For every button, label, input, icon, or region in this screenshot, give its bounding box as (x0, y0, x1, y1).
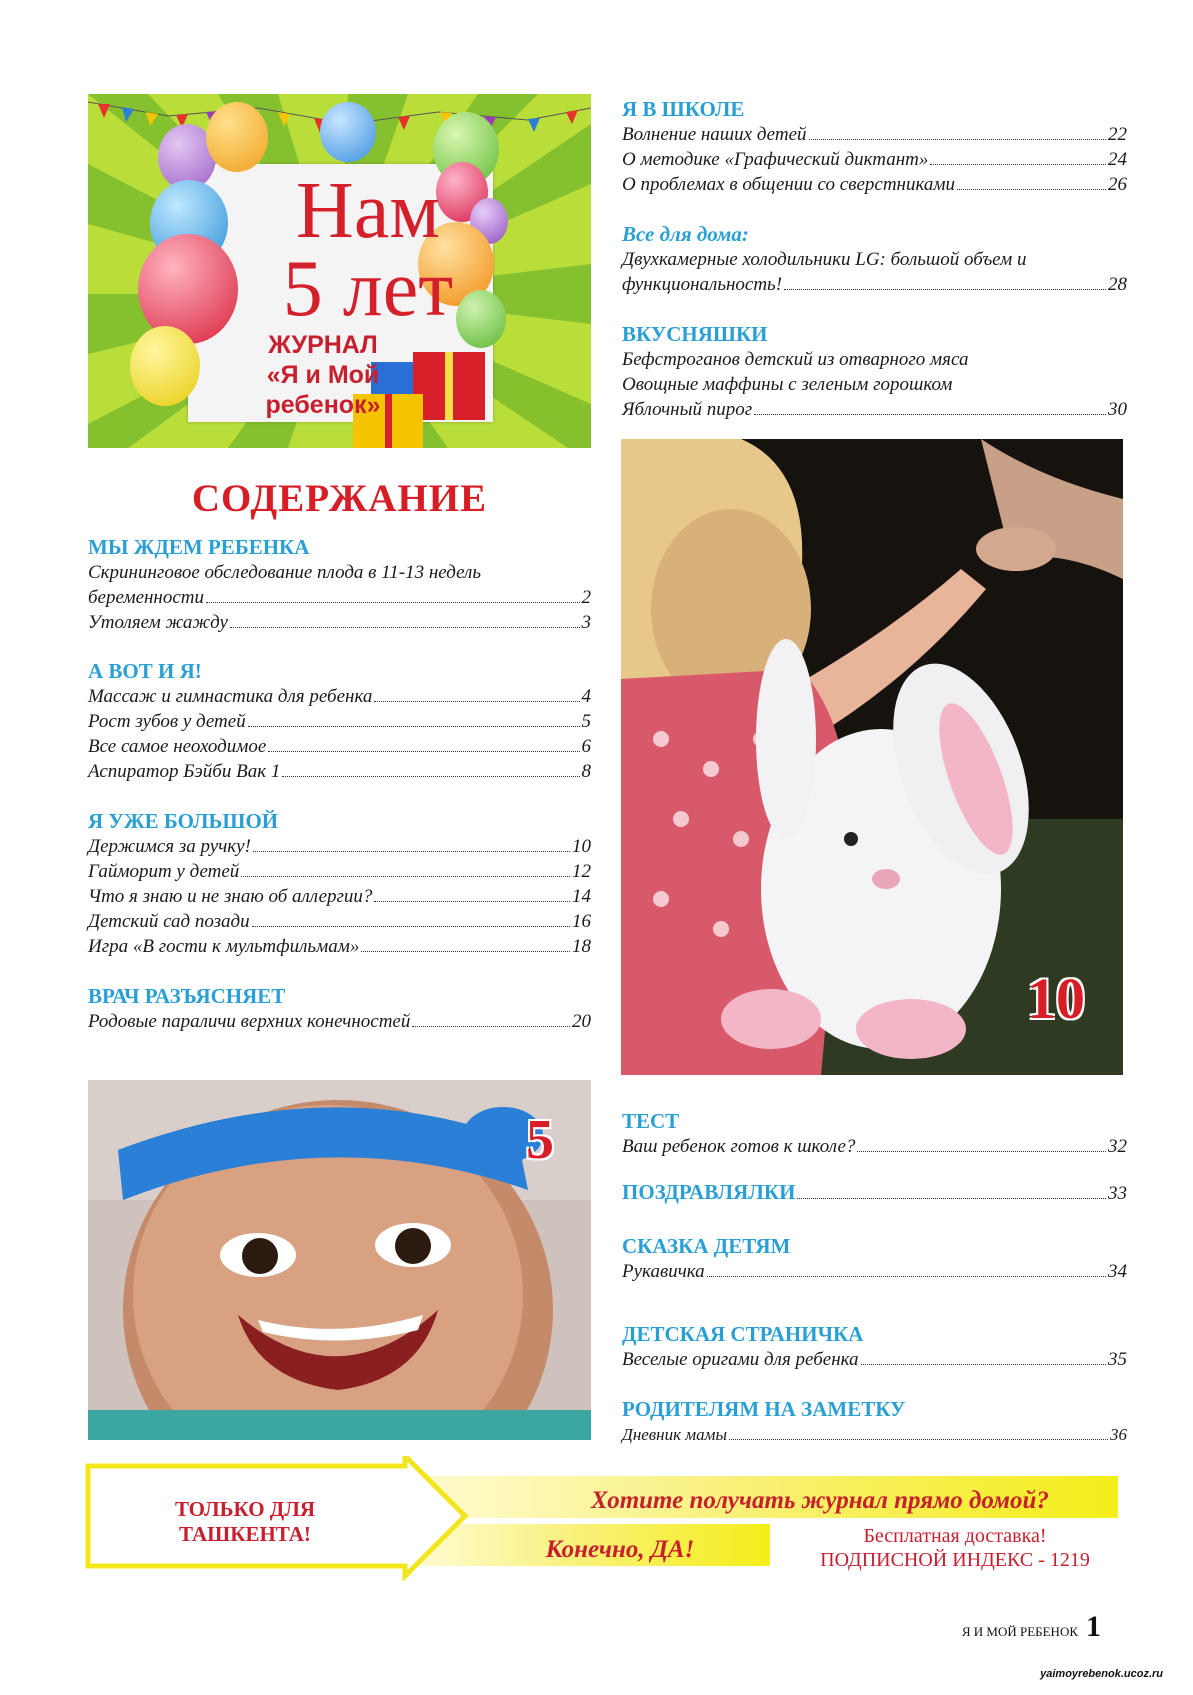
balloon-blue-small (320, 102, 376, 162)
cover-title: Нам 5 лет (282, 167, 454, 333)
photo-page-number: 5 (526, 1109, 554, 1171)
toc-entry-text: Все самое неоходимое (88, 736, 267, 757)
toc-entry[interactable] (88, 909, 591, 934)
toc-page-number: 24 (1108, 149, 1127, 170)
dot-leader (707, 1276, 1106, 1277)
toc-entry-text: Веселые оригами для ребенка (622, 1349, 859, 1370)
toc-entry-text: Рост зубов у детей (88, 711, 246, 732)
toc-page-number: 30 (1108, 399, 1127, 420)
dot-leader (253, 851, 570, 852)
toc-entry[interactable] (88, 734, 591, 759)
toc-entry[interactable] (88, 610, 591, 635)
toc-entry-text: Рукавичка (622, 1261, 705, 1282)
toc-entry-text: Гайморит у детей (88, 861, 240, 882)
toc-entry[interactable] (622, 372, 952, 397)
toc-entry-text: Игра «В гости к мультфильмам» (88, 936, 360, 957)
girl-with-bunny-photo (621, 439, 1123, 1075)
photo-page-number: 10 (1027, 966, 1085, 1031)
toc-page-number: 28 (1108, 274, 1127, 295)
dot-leader (230, 627, 580, 628)
section-title: ВКУСНЯШКИ (622, 322, 768, 346)
dot-leader (754, 414, 1106, 415)
toc-entry[interactable] (88, 560, 481, 585)
cover-subtitle: ЖУРНАЛ «Я и Мой ребенок» (265, 331, 381, 419)
promo-question: Хотите получать журнал прямо домой? (591, 1487, 1049, 1514)
toc-entry[interactable] (88, 709, 591, 734)
toc-entry[interactable] (622, 1180, 1127, 1206)
toc-page-number: 35 (1108, 1349, 1127, 1370)
section-title: Я УЖЕ БОЛЬШОЙ (88, 809, 279, 833)
dot-leader (374, 701, 579, 702)
dot-leader (206, 602, 579, 603)
toc-entry-text: Ваш ребенок готов к школе? (622, 1136, 856, 1157)
toc-page-number: 26 (1108, 174, 1127, 195)
section-title: ПОЗДРАВЛЯЛКИ (622, 1180, 796, 1204)
cover-banner (88, 94, 591, 448)
toc-page-number: 32 (1108, 1136, 1127, 1157)
toc-entry-text: Родовые параличи верхних конечностей (88, 1011, 411, 1032)
promo-delivery-line: Бесплатная доставка! (863, 1525, 1047, 1547)
toc-page-number: 14 (572, 886, 591, 907)
dot-leader (268, 751, 579, 752)
dot-leader (241, 876, 570, 877)
dot-leader (282, 776, 579, 777)
toc-page-number: 6 (581, 736, 591, 757)
dot-leader (784, 289, 1106, 290)
dot-leader (412, 1026, 570, 1027)
toc-entry[interactable] (622, 397, 1127, 422)
toc-page-number: 3 (581, 612, 591, 633)
baby-photo (88, 1080, 591, 1440)
toc-entry-text: Детский сад позади (88, 911, 250, 932)
toc-page-number: 4 (581, 686, 591, 707)
section-title: СКАЗКА ДЕТЯМ (622, 1234, 791, 1258)
toc-entry[interactable] (622, 147, 1127, 172)
toc-entry[interactable] (622, 122, 1127, 147)
promo-answer: Конечно, ДА! (545, 1536, 695, 1563)
toc-entry-text: Овощные маффины с зеленым горошком (622, 374, 953, 395)
toc-entry-text: Что я знаю и не знаю об аллергии? (88, 886, 373, 907)
dot-leader (861, 1364, 1106, 1365)
toc-page-number: 5 (581, 711, 591, 732)
dot-leader (374, 901, 570, 902)
toc-page-number: 12 (572, 861, 591, 882)
toc-entry[interactable] (622, 1422, 1127, 1447)
toc-entry[interactable] (88, 759, 591, 784)
dot-leader (797, 1198, 1106, 1199)
footer-magazine-name: Я И МОЙ РЕБЕНОК (961, 1624, 1078, 1639)
toc-entry-text: Бефстроганов детский из отварного мяса (622, 349, 969, 370)
toc-page-number: 34 (1108, 1261, 1127, 1282)
promo-delivery (790, 1524, 1120, 1572)
toc-entry[interactable] (88, 859, 591, 884)
section-title: РОДИТЕЛЯМ НА ЗАМЕТКУ (622, 1397, 906, 1421)
section-title: А ВОТ И Я! (88, 659, 202, 683)
section-title: ВРАЧ РАЗЪЯСНЯЕТ (88, 984, 286, 1008)
toc-page-number: 20 (572, 1011, 591, 1032)
toc-page-number: 36 (1110, 1425, 1127, 1444)
dot-leader (957, 189, 1106, 190)
toc-entry[interactable] (622, 1347, 1127, 1372)
toc-entry[interactable] (88, 884, 591, 909)
page-footer (962, 1610, 1101, 1644)
toc-page-number: 2 (581, 587, 591, 608)
toc-entry[interactable] (622, 172, 1127, 197)
dot-leader (729, 1439, 1108, 1440)
dot-leader (857, 1151, 1106, 1152)
toc-entry[interactable] (88, 1009, 591, 1034)
section-title: Я В ШКОЛЕ (622, 97, 745, 121)
toc-entry[interactable] (88, 684, 591, 709)
section-title: ТЕСТ (622, 1109, 680, 1133)
toc-page-number: 16 (572, 911, 591, 932)
toc-entry-text: функциональность! (622, 274, 783, 295)
promo-subscription-index: ПОДПИСНОЙ ИНДЕКС - 1219 (820, 1549, 1090, 1571)
toc-entry-text: Двухкамерные холодильники LG: большой объем и (622, 249, 1027, 270)
toc-entry-text: Дневник мамы (622, 1425, 728, 1444)
footer-page-number: 1 (1086, 1610, 1101, 1643)
toc-page-number: 18 (572, 936, 591, 957)
toc-entry[interactable] (622, 1259, 1127, 1284)
toc-entry-text: Массаж и гимнастика для ребенка (88, 686, 373, 707)
dot-leader (930, 164, 1106, 165)
toc-entry[interactable] (622, 247, 1027, 272)
toc-entry-text: Держимся за ручку! (88, 836, 251, 857)
toc-entry[interactable] (622, 1134, 1127, 1159)
dot-leader (252, 926, 570, 927)
section-title: ДЕТСКАЯ СТРАНИЧКА (622, 1322, 864, 1346)
dot-leader (809, 139, 1106, 140)
toc-heading: СОДЕРЖАНИЕ (191, 477, 488, 520)
toc-entry-text: О проблемах в общении со сверстниками (622, 174, 956, 195)
toc-entry-text: Волнение наших детей (622, 124, 807, 145)
balloon-yellow (130, 326, 200, 406)
toc-page-number: 8 (581, 761, 591, 782)
toc-entry-text: беременности (88, 587, 205, 608)
toc-page-number: 22 (1108, 124, 1127, 145)
section-title: Все для дома: (622, 222, 749, 246)
toc-page-number: 10 (572, 836, 591, 857)
toc-entry-text: Утоляем жажду (88, 612, 228, 633)
baby-photo-image (88, 1080, 591, 1440)
toc-entry-text: Аспиратор Бэйби Вак 1 (88, 761, 281, 782)
toc-entry[interactable] (88, 585, 591, 610)
toc-entry[interactable] (88, 834, 591, 859)
gift-ribbon (445, 352, 453, 420)
toc-entry-text: О методике «Графический диктант» (622, 149, 929, 170)
dot-leader (361, 951, 570, 952)
dot-leader (248, 726, 580, 727)
section-title: МЫ ЖДЕМ РЕБЕНКА (88, 535, 310, 559)
toc-page-number: 33 (1108, 1183, 1127, 1204)
toc-entry[interactable] (88, 934, 591, 959)
toc-entry[interactable] (622, 272, 1127, 297)
toc-entry-text: Скрининговое обследование плода в 11-13 недель (88, 562, 481, 583)
footer-site-url[interactable]: yaimoyrebenok.ucoz.ru (1040, 1668, 1163, 1680)
balloon-orange (206, 102, 268, 172)
promo-arrow-text: ТОЛЬКО ДЛЯ ТАШКЕНТА! (174, 1497, 316, 1546)
toc-entry-text: Яблочный пирог (622, 399, 753, 420)
toc-entry[interactable] (622, 347, 968, 372)
